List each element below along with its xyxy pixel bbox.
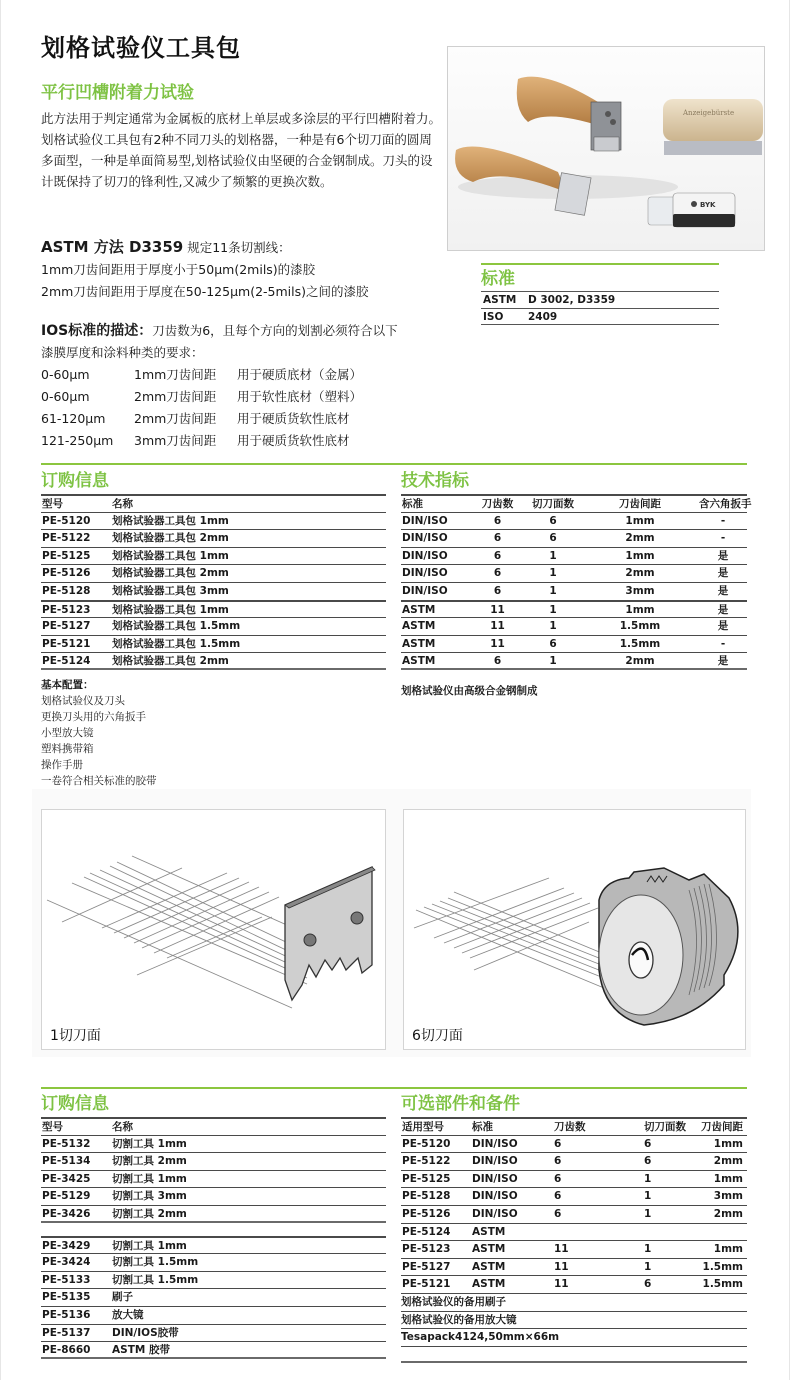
byk-logo: BYK bbox=[700, 201, 716, 209]
cell-faces: 6 bbox=[644, 1278, 652, 1291]
cell-hex-wrench: 是 bbox=[717, 549, 729, 562]
ios-heading-bold: IOS标准的描述： bbox=[41, 323, 153, 339]
cell-name: 划格试验器工具包 1.5mm bbox=[112, 637, 241, 650]
cell-name: 切割工具 3mm bbox=[112, 1190, 187, 1203]
cell-standard: ASTM bbox=[472, 1243, 506, 1256]
order-info-table-1 bbox=[41, 470, 386, 670]
astm-line: 1mm刀齿间距用于厚度小于50μm(2mils)的漆胶 bbox=[41, 262, 316, 277]
astm-method-block bbox=[41, 236, 451, 303]
cell-name: 划格试验器工具包 3mm bbox=[112, 584, 229, 597]
cell-hex-wrench: 是 bbox=[717, 567, 729, 580]
cell-model: PE-5120 bbox=[42, 514, 91, 527]
cell-name: 划格试验器工具包 1.5mm bbox=[112, 620, 241, 633]
cell-standard: DIN/ISO bbox=[402, 567, 448, 580]
cell-name: 划格试验器工具包 1mm bbox=[112, 603, 229, 616]
table-row bbox=[41, 1170, 386, 1188]
cell-description: Tesapack4124,50mm×66m bbox=[401, 1331, 560, 1344]
ios-thickness: 121-250μm bbox=[41, 433, 114, 448]
standards-title: 标准 bbox=[481, 269, 515, 289]
cell-teeth: 6 bbox=[554, 1137, 562, 1150]
standard-code: D 3002, D3359 bbox=[528, 294, 616, 306]
cell-teeth: 6 bbox=[493, 584, 502, 597]
table-row bbox=[41, 547, 386, 565]
cell-model: PE-5128 bbox=[402, 1190, 451, 1203]
table-row bbox=[401, 617, 747, 635]
table-row bbox=[41, 1253, 386, 1271]
col-header-teeth: 刀齿数 bbox=[554, 1121, 586, 1133]
cell-standard: DIN/ISO bbox=[402, 584, 448, 597]
table-row bbox=[41, 1341, 386, 1359]
cell-teeth: 6 bbox=[554, 1190, 562, 1203]
ios-spec-row bbox=[41, 364, 451, 386]
cell-hex-wrench: - bbox=[720, 637, 726, 650]
cell-hex-wrench: 是 bbox=[717, 584, 729, 597]
table-row bbox=[401, 1170, 747, 1188]
ios-substrate: 用于硬质底材（金属） bbox=[237, 367, 363, 382]
cell-teeth: 6 bbox=[493, 549, 502, 562]
cell-name: 切割工具 2mm bbox=[112, 1155, 187, 1168]
diagram-label: 1切刀面 bbox=[50, 1028, 101, 1044]
cell-spacing: 1.5mm bbox=[619, 637, 661, 650]
tech-specs-table bbox=[401, 470, 752, 670]
cell-model: PE-5123 bbox=[402, 1243, 451, 1256]
cell-standard: ASTM bbox=[402, 655, 436, 668]
table-row bbox=[41, 1236, 386, 1254]
cell-name: 划格试验器工具包 1mm bbox=[112, 514, 229, 527]
tech-specs-title: 技术指标 bbox=[401, 471, 469, 491]
config-item: 更换刀头用的六角扳手 bbox=[41, 711, 146, 723]
cell-teeth: 6 bbox=[493, 532, 502, 545]
cell-teeth: 11 bbox=[490, 620, 505, 633]
brush-icon bbox=[663, 99, 763, 141]
cell-model: PE-5127 bbox=[402, 1260, 451, 1273]
table-header-row bbox=[401, 1117, 747, 1135]
cell-name: ASTM 胶带 bbox=[112, 1344, 170, 1357]
table-row bbox=[401, 1328, 747, 1346]
cell-faces: 6 bbox=[549, 637, 557, 650]
config-item: 塑料携带箱 bbox=[41, 743, 94, 755]
cell-name: 切割工具 2mm bbox=[112, 1207, 187, 1220]
table-row bbox=[41, 1152, 386, 1170]
cell-model: PE-5121 bbox=[402, 1278, 451, 1291]
cell-standard: ASTM bbox=[402, 620, 436, 633]
cell-faces: 1 bbox=[549, 603, 557, 616]
cell-name: 切割工具 1mm bbox=[112, 1239, 187, 1252]
cell-model: PE-5128 bbox=[42, 584, 91, 597]
table-row bbox=[401, 1205, 747, 1223]
cell-teeth: 11 bbox=[490, 637, 505, 650]
cell-teeth: 6 bbox=[554, 1172, 562, 1185]
col-header-model: 型号 bbox=[42, 498, 63, 510]
order-info-title: 订购信息 bbox=[41, 1094, 109, 1114]
cell-faces: 6 bbox=[644, 1137, 652, 1150]
table-row bbox=[41, 1271, 386, 1289]
cell-model: PE-5124 bbox=[402, 1225, 451, 1238]
diagram-label: 6切刀面 bbox=[412, 1028, 463, 1044]
empty-row bbox=[401, 1346, 747, 1364]
table-row bbox=[401, 1240, 747, 1258]
cell-faces: 1 bbox=[549, 584, 557, 597]
table-header-row bbox=[41, 1117, 386, 1135]
cell-standard: ASTM bbox=[402, 603, 436, 616]
ios-spacing: 2mm刀齿间距 bbox=[134, 389, 217, 404]
cell-spacing: 1.5mm bbox=[702, 1260, 743, 1273]
cell-hex-wrench: - bbox=[720, 532, 726, 545]
cell-model: PE-5120 bbox=[402, 1137, 451, 1150]
brush-bristles bbox=[664, 141, 762, 155]
cell-model: PE-5136 bbox=[42, 1308, 91, 1321]
cell-model: PE-3425 bbox=[42, 1172, 91, 1185]
cell-faces: 1 bbox=[644, 1207, 652, 1220]
cell-model: PE-5137 bbox=[42, 1326, 91, 1339]
astm-heading-rest: 规定11条切割线： bbox=[183, 240, 291, 255]
table-row bbox=[401, 635, 747, 653]
standards-box bbox=[481, 263, 719, 325]
table-row bbox=[41, 1288, 386, 1306]
config-item: 一卷符合相关标准的胶带 bbox=[41, 775, 157, 787]
single-face-cutter-illustration bbox=[42, 810, 385, 1049]
cell-name: 划格试验器工具包 1mm bbox=[112, 549, 229, 562]
cell-faces: 1 bbox=[549, 655, 557, 668]
page-subtitle: 平行凹槽附着力试验 bbox=[41, 83, 194, 103]
cell-name: 刷子 bbox=[112, 1291, 133, 1304]
cell-model: PE-5129 bbox=[42, 1190, 91, 1203]
brush-label: Anzeigebürste bbox=[683, 109, 735, 117]
ios-spec-row bbox=[41, 430, 451, 452]
cell-spacing: 2mm bbox=[625, 567, 655, 580]
astm-line: 2mm刀齿间距用于厚度在50-125μm(2-5mils)之间的漆胶 bbox=[41, 284, 369, 299]
cell-faces: 1 bbox=[644, 1172, 652, 1185]
basic-config-list bbox=[41, 677, 157, 789]
cutter-head-lower-icon bbox=[555, 173, 591, 216]
standard-code: 2409 bbox=[528, 311, 558, 323]
cell-model: PE-3424 bbox=[42, 1256, 91, 1269]
table-row bbox=[41, 1187, 386, 1205]
col-header-standard: 标准 bbox=[472, 1121, 493, 1133]
cell-spacing: 1mm bbox=[713, 1243, 743, 1256]
ios-description-block bbox=[41, 320, 451, 452]
col-header-name: 名称 bbox=[112, 1121, 133, 1133]
ios-substrate: 用于软性底材（塑料） bbox=[237, 389, 363, 404]
cell-model: PE-5124 bbox=[42, 655, 91, 668]
page-border-left bbox=[0, 0, 1, 1380]
ios-spacing: 1mm刀齿间距 bbox=[134, 367, 217, 382]
config-item: 小型放大镜 bbox=[41, 727, 94, 739]
ios-spacing: 3mm刀齿间距 bbox=[134, 433, 217, 448]
spare-parts-title: 可选部件和备件 bbox=[401, 1094, 520, 1114]
cell-hex-wrench: - bbox=[720, 514, 726, 527]
astm-heading bbox=[41, 236, 451, 259]
table-row bbox=[401, 547, 747, 565]
cell-standard: DIN/ISO bbox=[472, 1137, 518, 1150]
cell-standard: ASTM bbox=[472, 1278, 506, 1291]
cell-model: PE-5125 bbox=[402, 1172, 451, 1185]
six-face-cutter-illustration bbox=[404, 810, 745, 1049]
cell-name: 划格试验器工具包 2mm bbox=[112, 532, 229, 545]
table-row bbox=[41, 1205, 386, 1223]
cell-model: PE-5127 bbox=[42, 620, 91, 633]
cell-spacing: 2mm bbox=[713, 1207, 743, 1220]
ios-substrate: 用于硬质货软性底材 bbox=[237, 433, 350, 448]
cell-teeth: 11 bbox=[554, 1278, 569, 1291]
cell-standard: DIN/ISO bbox=[402, 549, 448, 562]
cell-model: PE-5123 bbox=[42, 603, 91, 616]
cell-spacing: 3mm bbox=[625, 584, 655, 597]
cell-standard: ASTM bbox=[472, 1260, 506, 1273]
blade-icon bbox=[285, 867, 375, 1000]
cell-standard: DIN/ISO bbox=[402, 514, 448, 527]
col-header-model: 适用型号 bbox=[402, 1121, 444, 1133]
cell-standard: DIN/ISO bbox=[402, 532, 448, 545]
cell-model: PE-5122 bbox=[42, 532, 91, 545]
cell-spacing: 1.5mm bbox=[619, 620, 661, 633]
cell-name: 划格试验器工具包 2mm bbox=[112, 655, 229, 668]
cell-spacing: 2mm bbox=[625, 532, 655, 545]
cell-name: 切割工具 1mm bbox=[112, 1137, 187, 1150]
cell-faces: 1 bbox=[549, 567, 557, 580]
cell-name: DIN/IOS胶带 bbox=[112, 1326, 179, 1339]
cell-teeth bbox=[534, 1224, 604, 1241]
table-row bbox=[401, 582, 747, 600]
cell-spacing: 2mm bbox=[625, 655, 655, 668]
table-row bbox=[41, 635, 386, 653]
order-info-title: 订购信息 bbox=[41, 471, 109, 491]
ios-heading-line2: 漆膜厚度和涂料种类的要求： bbox=[41, 345, 204, 360]
cell-standard: DIN/ISO bbox=[472, 1190, 518, 1203]
cell-faces bbox=[604, 1224, 684, 1241]
table-row bbox=[41, 564, 386, 582]
cell-faces: 1 bbox=[549, 620, 557, 633]
cell-standard: ASTM bbox=[402, 637, 436, 650]
col-header-standard: 标准 bbox=[402, 498, 423, 510]
cell-model: PE-5121 bbox=[42, 637, 91, 650]
cell-spacing: 1.5mm bbox=[702, 1278, 743, 1291]
table-row bbox=[41, 1135, 386, 1153]
spare-parts-table bbox=[401, 1093, 747, 1363]
standard-name: ASTM bbox=[483, 294, 517, 306]
table-row bbox=[41, 1324, 386, 1342]
cell-standard: DIN/ISO bbox=[472, 1155, 518, 1168]
cell-model: PE-3426 bbox=[42, 1207, 91, 1220]
col-header-spacing: 刀齿间距 bbox=[619, 498, 661, 510]
table-row bbox=[41, 652, 386, 670]
col-header-spacing: 刀齿间距 bbox=[701, 1121, 743, 1133]
section-divider bbox=[41, 1087, 747, 1089]
page-title: 划格试验仪工具包 bbox=[41, 34, 241, 62]
cell-model: PE-5126 bbox=[402, 1207, 451, 1220]
table-row bbox=[401, 1275, 747, 1293]
order-info-table-2 bbox=[41, 1093, 386, 1359]
cell-model: PE-5126 bbox=[42, 567, 91, 580]
ios-thickness: 61-120μm bbox=[41, 411, 106, 426]
standard-name: ISO bbox=[483, 311, 504, 323]
cell-spacing: 2mm bbox=[713, 1155, 743, 1168]
cell-model: PE-5135 bbox=[42, 1291, 91, 1304]
cell-spacing: 1mm bbox=[713, 1172, 743, 1185]
ios-spacing: 2mm刀齿间距 bbox=[134, 411, 217, 426]
cell-model: PE-5132 bbox=[42, 1137, 91, 1150]
astm-heading-bold: ASTM 方法 D3359 bbox=[41, 238, 184, 256]
col-header-name: 名称 bbox=[112, 498, 133, 510]
cell-teeth: 6 bbox=[493, 655, 502, 668]
cell-name: 切割工具 1mm bbox=[112, 1172, 187, 1185]
cell-model: PE-3429 bbox=[42, 1239, 91, 1252]
rotary-cutter-icon bbox=[599, 868, 738, 1025]
table-row bbox=[401, 529, 747, 547]
col-header-hex-wrench: 含六角扳手 bbox=[699, 498, 752, 510]
cell-faces: 1 bbox=[644, 1260, 652, 1273]
cell-model: PE-8660 bbox=[42, 1344, 91, 1357]
cell-hex-wrench: 是 bbox=[717, 603, 729, 616]
cell-spacing bbox=[684, 1224, 747, 1241]
cell-teeth: 11 bbox=[554, 1260, 569, 1273]
crosshatch-lines bbox=[414, 878, 609, 988]
cell-model: PE-5122 bbox=[402, 1155, 451, 1168]
ios-rows bbox=[41, 364, 451, 452]
cell-spacing: 1mm bbox=[625, 549, 655, 562]
cell-model: PE-5133 bbox=[42, 1273, 91, 1286]
table-row bbox=[401, 512, 747, 530]
table-row bbox=[401, 1311, 747, 1329]
table-row bbox=[401, 1135, 747, 1153]
config-item: 划格试验仪及刀头 bbox=[41, 695, 125, 707]
cell-model: PE-5134 bbox=[42, 1155, 91, 1168]
cell-description: 划格试验仪的备用放大镜 bbox=[401, 1313, 517, 1326]
handle-upper-icon bbox=[517, 77, 603, 127]
ios-heading-rest: 刀齿数为6，且每个方向的划割必须符合以下 bbox=[152, 323, 398, 338]
material-note: 划格试验仪由高级合金钢制成 bbox=[401, 685, 538, 697]
cell-teeth: 6 bbox=[493, 567, 502, 580]
ios-spec-row bbox=[41, 386, 451, 408]
cell-faces: 6 bbox=[644, 1155, 652, 1168]
diagram-single-face bbox=[41, 809, 386, 1050]
config-item: 操作手册 bbox=[41, 759, 83, 771]
cell-model: PE-5125 bbox=[42, 549, 91, 562]
cell-name: 划格试验器工具包 2mm bbox=[112, 567, 229, 580]
col-header-teeth: 刀齿数 bbox=[481, 498, 514, 510]
table-row bbox=[401, 1258, 747, 1276]
cell-standard: ASTM bbox=[472, 1225, 506, 1238]
cell-spacing: 1mm bbox=[625, 514, 655, 527]
cell-teeth: 6 bbox=[554, 1155, 562, 1168]
table-header-row bbox=[401, 494, 752, 512]
product-photo-illustration bbox=[448, 47, 765, 251]
row-gap bbox=[41, 1223, 386, 1236]
cell-faces: 1 bbox=[549, 549, 557, 562]
cell-teeth: 11 bbox=[490, 603, 505, 616]
cell-hex-wrench: 是 bbox=[717, 620, 729, 633]
table-row bbox=[401, 600, 747, 618]
cell-spacing: 3mm bbox=[713, 1190, 743, 1203]
table-row bbox=[401, 564, 747, 582]
cell-faces: 1 bbox=[644, 1243, 652, 1256]
cell-spacing: 1mm bbox=[625, 603, 655, 616]
cell-spacing: 1mm bbox=[713, 1137, 743, 1150]
cell-faces: 1 bbox=[644, 1190, 652, 1203]
standards-rows bbox=[481, 291, 719, 325]
table-row bbox=[41, 582, 386, 600]
table-row bbox=[41, 512, 386, 530]
table-row bbox=[401, 1152, 747, 1170]
table-header-row bbox=[41, 494, 386, 512]
ios-thickness: 0-60μm bbox=[41, 389, 90, 404]
table-row bbox=[41, 1306, 386, 1324]
ios-spec-row bbox=[41, 408, 451, 430]
table-row bbox=[401, 1223, 747, 1241]
table-row bbox=[41, 600, 386, 618]
ios-heading bbox=[41, 320, 451, 342]
table-row bbox=[401, 1187, 747, 1205]
standards-row bbox=[481, 291, 719, 308]
cell-teeth: 6 bbox=[493, 514, 502, 527]
section-divider bbox=[41, 463, 747, 465]
diagram-six-face bbox=[403, 809, 746, 1050]
table-row bbox=[41, 529, 386, 547]
col-header-model: 型号 bbox=[42, 1121, 63, 1133]
col-header-faces: 切刀面数 bbox=[644, 1121, 686, 1133]
table-row bbox=[401, 652, 747, 670]
table-row bbox=[41, 617, 386, 635]
cell-standard: DIN/ISO bbox=[472, 1172, 518, 1185]
cell-teeth: 6 bbox=[554, 1207, 562, 1220]
ios-thickness: 0-60μm bbox=[41, 367, 90, 382]
cell-faces: 6 bbox=[549, 514, 557, 527]
ios-substrate: 用于硬质货软性底材 bbox=[237, 411, 350, 426]
cell-description: 划格试验仪的备用刷子 bbox=[401, 1295, 506, 1308]
cell-name: 切割工具 1.5mm bbox=[112, 1256, 199, 1269]
cell-name: 切割工具 1.5mm bbox=[112, 1273, 199, 1286]
intro-paragraph: 此方法用于判定通常为金属板的底材上单层或多涂层的平行凹槽附着力。划格试验仪工具包有2种不同刀头的划格器，一种是有6个切刀面的圆周多面型，一种是单面简易型,划格试验仪由坚硬的合金钢制成。刀头的设计既保持了切刀的锋利性,又减少了频繁的更换次数。 bbox=[41, 111, 442, 189]
crosshatch-lines bbox=[47, 856, 307, 1008]
cell-name: 放大镜 bbox=[112, 1308, 144, 1321]
col-header-faces: 切刀面数 bbox=[532, 498, 574, 510]
cell-teeth: 11 bbox=[554, 1243, 569, 1256]
product-photo bbox=[447, 46, 765, 251]
table-row bbox=[401, 1293, 747, 1311]
basic-config-title: 基本配置： bbox=[41, 679, 94, 691]
cell-standard: DIN/ISO bbox=[472, 1207, 518, 1220]
cell-faces: 6 bbox=[549, 532, 557, 545]
standards-row bbox=[481, 308, 719, 325]
cell-hex-wrench: 是 bbox=[717, 655, 729, 668]
